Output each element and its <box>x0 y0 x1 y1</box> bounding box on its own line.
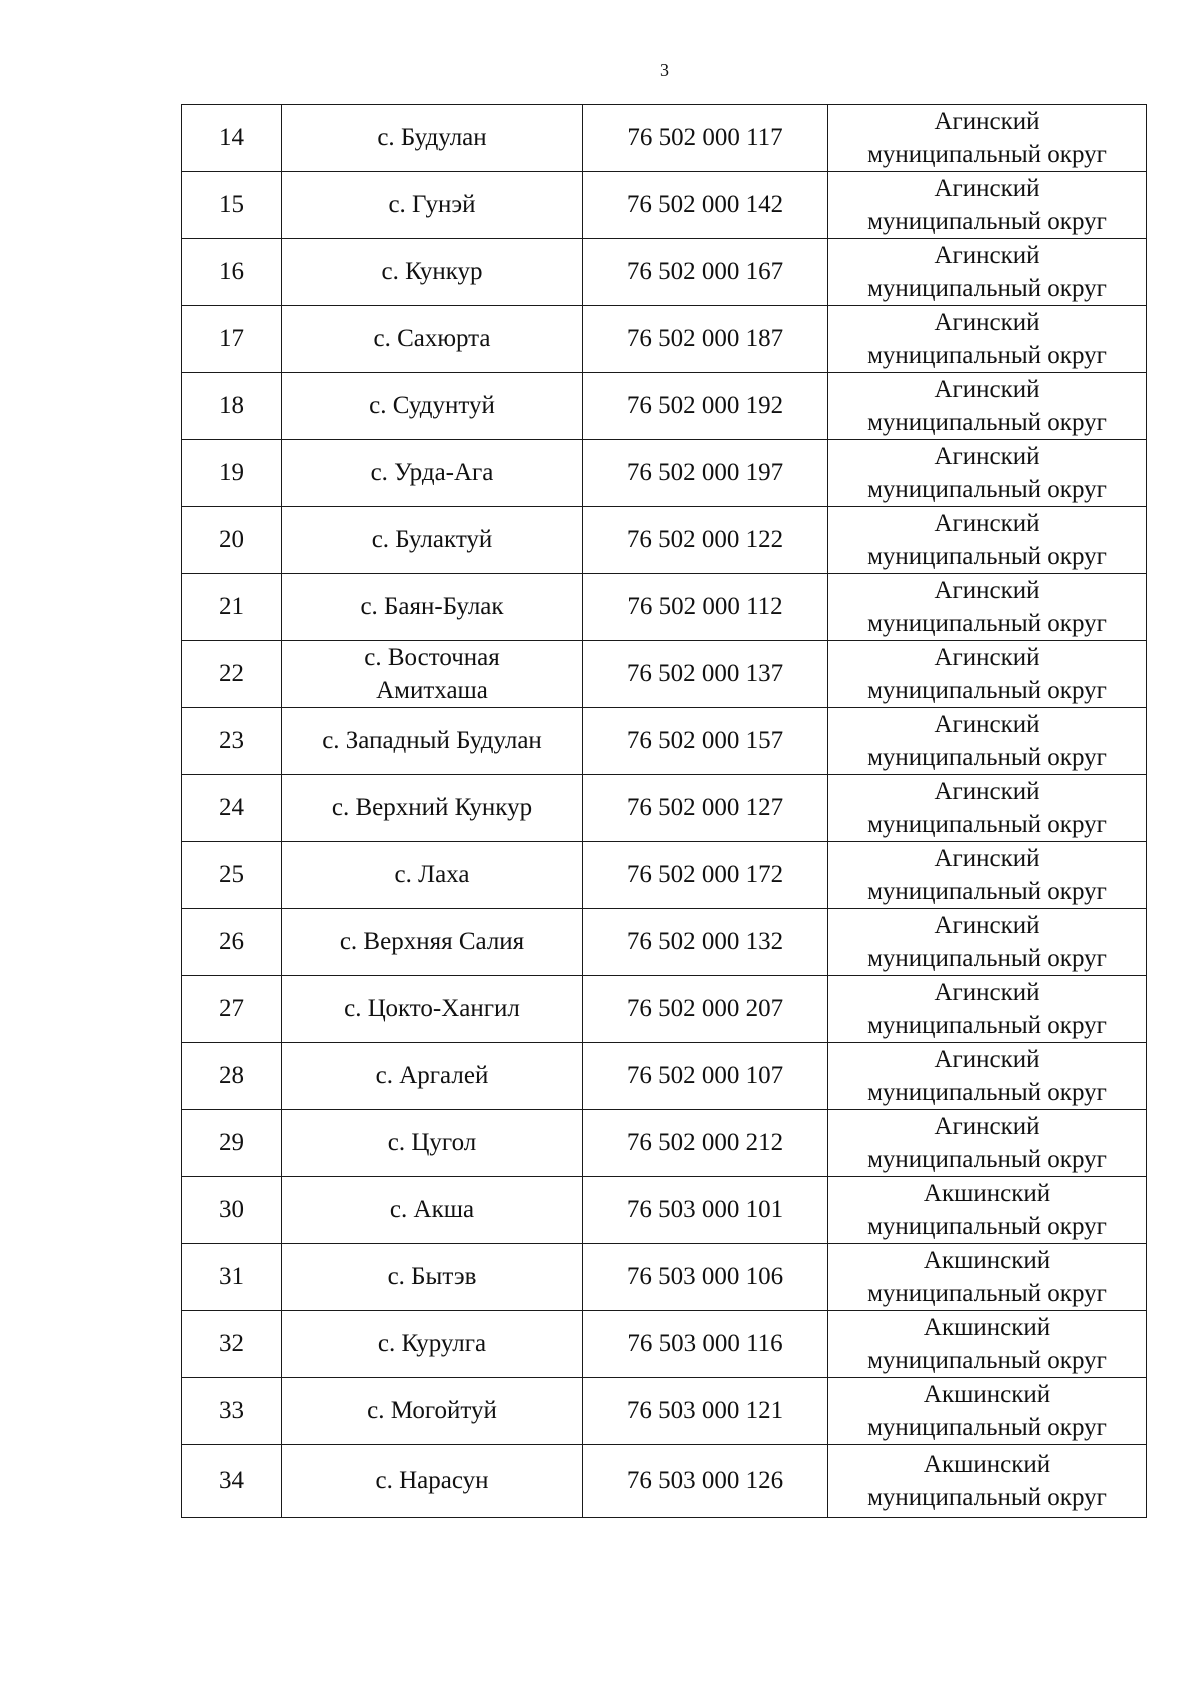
district-cell <box>828 105 1147 172</box>
oktmo-code: 76 502 000 117 <box>583 105 828 172</box>
row-number: 30 <box>182 1177 282 1244</box>
district-type: муниципальный округ <box>867 409 1107 436</box>
oktmo-code: 76 502 000 122 <box>583 507 828 574</box>
district-name: Агинский <box>934 979 1040 1006</box>
oktmo-code: 76 502 000 157 <box>583 708 828 775</box>
settlement-name: с. Цугол <box>282 1110 583 1177</box>
row-number: 22 <box>182 641 282 708</box>
oktmo-code: 76 503 000 126 <box>583 1445 828 1518</box>
district-type: муниципальный округ <box>867 1079 1107 1106</box>
settlement-name: с. Нарасун <box>282 1445 583 1518</box>
oktmo-code: 76 503 000 106 <box>583 1244 828 1311</box>
oktmo-code: 76 502 000 107 <box>583 1043 828 1110</box>
settlement-name: с. Бытэв <box>282 1244 583 1311</box>
oktmo-code: 76 502 000 187 <box>583 306 828 373</box>
district-name: Акшинский <box>923 1314 1051 1341</box>
district-cell <box>828 440 1147 507</box>
district-cell <box>828 306 1147 373</box>
table-row <box>182 239 1147 306</box>
oktmo-code: 76 502 000 192 <box>583 373 828 440</box>
district-name: Агинский <box>934 1046 1040 1073</box>
table-row <box>182 1110 1147 1177</box>
district-name: Агинский <box>934 577 1040 604</box>
settlement-name: с. Аргалей <box>282 1043 583 1110</box>
row-number: 26 <box>182 909 282 976</box>
district-cell <box>828 1177 1147 1244</box>
table-row <box>182 105 1147 172</box>
settlement-name: с. Гунэй <box>282 172 583 239</box>
table-row <box>182 909 1147 976</box>
table-row <box>182 1043 1147 1110</box>
table-row <box>182 1244 1147 1311</box>
row-number: 33 <box>182 1378 282 1445</box>
settlement-name: с. Кункур <box>282 239 583 306</box>
row-number: 31 <box>182 1244 282 1311</box>
settlement-name: с. Могойтуй <box>282 1378 583 1445</box>
district-type: муниципальный округ <box>867 275 1107 302</box>
district-cell <box>828 842 1147 909</box>
settlement-name: с. Будулан <box>282 105 583 172</box>
table-row <box>182 1445 1147 1518</box>
district-name: Агинский <box>934 175 1040 202</box>
district-type: муниципальный округ <box>867 811 1107 838</box>
settlement-name: с. Верхняя Салия <box>282 909 583 976</box>
oktmo-code: 76 502 000 172 <box>583 842 828 909</box>
row-number: 27 <box>182 976 282 1043</box>
oktmo-code: 76 502 000 207 <box>583 976 828 1043</box>
oktmo-code: 76 503 000 121 <box>583 1378 828 1445</box>
district-type: муниципальный округ <box>867 1012 1107 1039</box>
settlement-name: с. Сахюрта <box>282 306 583 373</box>
row-number: 19 <box>182 440 282 507</box>
district-cell <box>828 1244 1147 1311</box>
district-cell <box>828 1043 1147 1110</box>
district-cell <box>828 1445 1147 1518</box>
district-name: Агинский <box>934 443 1040 470</box>
table-row <box>182 172 1147 239</box>
row-number: 21 <box>182 574 282 641</box>
oktmo-code: 76 502 000 112 <box>583 574 828 641</box>
district-type: муниципальный округ <box>867 141 1107 168</box>
table-row <box>182 976 1147 1043</box>
settlement-name: с. Акша <box>282 1177 583 1244</box>
district-cell <box>828 373 1147 440</box>
row-number: 15 <box>182 172 282 239</box>
district-type: муниципальный округ <box>867 342 1107 369</box>
oktmo-code: 76 503 000 116 <box>583 1311 828 1378</box>
table-row <box>182 775 1147 842</box>
district-name: Агинский <box>934 108 1040 135</box>
settlement-name: с. Верхний Кункур <box>282 775 583 842</box>
settlement-name: с. Урда-Ага <box>282 440 583 507</box>
district-type: муниципальный округ <box>867 1484 1107 1511</box>
district-name: Агинский <box>934 778 1040 805</box>
table-row <box>182 708 1147 775</box>
district-type: муниципальный округ <box>867 476 1107 503</box>
district-cell <box>828 1378 1147 1445</box>
oktmo-code: 76 502 000 142 <box>583 172 828 239</box>
district-name: Агинский <box>934 242 1040 269</box>
settlement-name-line-1: с. Восточная <box>364 644 500 671</box>
district-name: Агинский <box>934 376 1040 403</box>
district-name: Агинский <box>934 510 1040 537</box>
district-type: муниципальный округ <box>867 1280 1107 1307</box>
row-number: 25 <box>182 842 282 909</box>
oktmo-code: 76 502 000 197 <box>583 440 828 507</box>
oktmo-code: 76 502 000 127 <box>583 775 828 842</box>
table-row <box>182 507 1147 574</box>
district-type: муниципальный округ <box>867 945 1107 972</box>
settlement-name: с. Курулга <box>282 1311 583 1378</box>
table-row <box>182 641 1147 708</box>
district-type: муниципальный округ <box>867 1414 1107 1441</box>
settlements-table-body <box>182 105 1147 1518</box>
table-row <box>182 373 1147 440</box>
row-number: 18 <box>182 373 282 440</box>
table-row <box>182 306 1147 373</box>
settlement-name: с. Баян-Булак <box>282 574 583 641</box>
oktmo-code: 76 503 000 101 <box>583 1177 828 1244</box>
district-cell <box>828 574 1147 641</box>
district-name: Агинский <box>934 912 1040 939</box>
district-cell <box>828 1110 1147 1177</box>
district-name: Агинский <box>934 309 1040 336</box>
district-cell <box>828 641 1147 708</box>
district-cell <box>828 909 1147 976</box>
settlement-name <box>282 641 583 708</box>
row-number: 29 <box>182 1110 282 1177</box>
oktmo-code: 76 502 000 167 <box>583 239 828 306</box>
district-name: Акшинский <box>923 1247 1051 1274</box>
district-type: муниципальный округ <box>867 878 1107 905</box>
row-number: 32 <box>182 1311 282 1378</box>
table-row <box>182 1378 1147 1445</box>
row-number: 24 <box>182 775 282 842</box>
district-type: муниципальный округ <box>867 208 1107 235</box>
settlement-name: с. Цокто-Хангил <box>282 976 583 1043</box>
row-number: 23 <box>182 708 282 775</box>
district-type: муниципальный округ <box>867 543 1107 570</box>
district-type: муниципальный округ <box>867 1146 1107 1173</box>
table-row <box>182 440 1147 507</box>
district-name: Агинский <box>934 644 1040 671</box>
settlement-name: с. Западный Будулан <box>282 708 583 775</box>
district-type: муниципальный округ <box>867 610 1107 637</box>
district-name: Акшинский <box>923 1180 1051 1207</box>
settlement-name: с. Судунтуй <box>282 373 583 440</box>
row-number: 17 <box>182 306 282 373</box>
oktmo-code: 76 502 000 212 <box>583 1110 828 1177</box>
district-cell <box>828 976 1147 1043</box>
row-number: 28 <box>182 1043 282 1110</box>
district-name: Агинский <box>934 1113 1040 1140</box>
oktmo-code: 76 502 000 132 <box>583 909 828 976</box>
district-cell <box>828 239 1147 306</box>
district-cell <box>828 775 1147 842</box>
settlement-name-line-2: Амитхаша <box>376 677 488 704</box>
district-cell <box>828 708 1147 775</box>
table-row <box>182 1177 1147 1244</box>
district-cell <box>828 172 1147 239</box>
district-type: муниципальный округ <box>867 744 1107 771</box>
page-number-text: 3 <box>660 60 669 80</box>
district-name: Агинский <box>934 845 1040 872</box>
table-row <box>182 574 1147 641</box>
row-number: 34 <box>182 1445 282 1518</box>
settlements-table <box>181 104 1147 1518</box>
row-number: 20 <box>182 507 282 574</box>
settlement-name: с. Лаха <box>282 842 583 909</box>
district-type: муниципальный округ <box>867 1213 1107 1240</box>
row-number: 14 <box>182 105 282 172</box>
row-number: 16 <box>182 239 282 306</box>
district-type: муниципальный округ <box>867 1347 1107 1374</box>
settlement-name: с. Булактуй <box>282 507 583 574</box>
district-cell <box>828 507 1147 574</box>
table-row <box>182 1311 1147 1378</box>
district-name: Акшинский <box>923 1451 1051 1478</box>
district-type: муниципальный округ <box>867 677 1107 704</box>
oktmo-code: 76 502 000 137 <box>583 641 828 708</box>
district-name: Агинский <box>934 711 1040 738</box>
table-row <box>182 842 1147 909</box>
district-name: Акшинский <box>923 1381 1051 1408</box>
district-cell <box>828 1311 1147 1378</box>
